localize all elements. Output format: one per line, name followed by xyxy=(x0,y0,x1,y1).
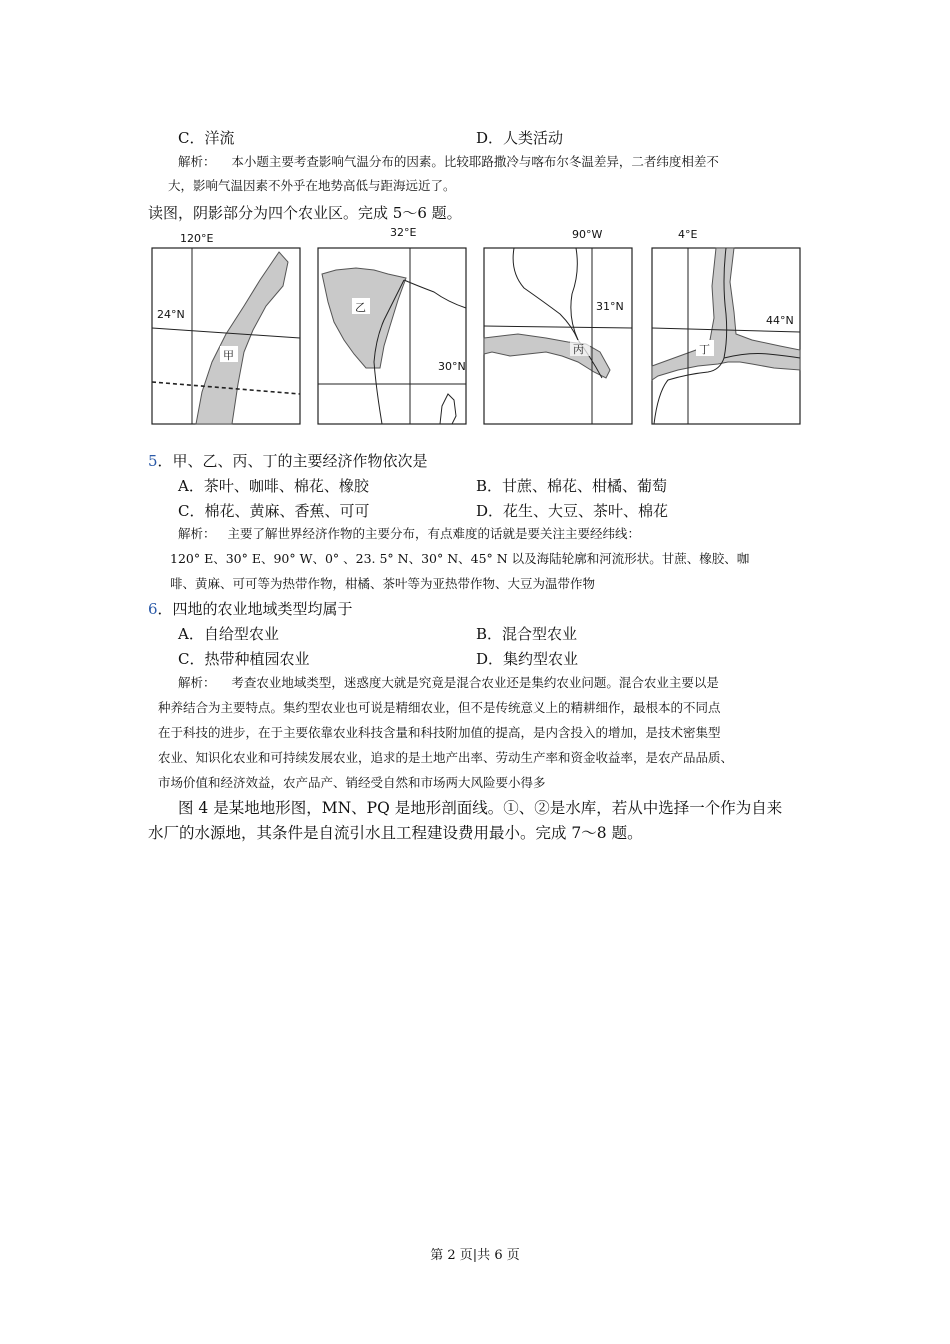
map-yi-latitude: 30°N xyxy=(438,360,466,373)
q5-option-b: B．甘蔗、棉花、柑橘、葡萄 xyxy=(476,477,668,495)
map-bing-latitude: 31°N xyxy=(596,300,624,313)
map-ding-latitude: 44°N xyxy=(766,314,794,327)
q6-option-d: D．集约型农业 xyxy=(476,650,579,668)
q4-option-c: C．洋流 xyxy=(178,129,235,147)
map-yi-longitude: 32°E xyxy=(390,226,417,239)
q6-option-a: A．自给型农业 xyxy=(178,625,279,643)
region-yi-label: 乙 xyxy=(355,301,366,314)
q6-option-b: B．混合型农业 xyxy=(476,625,578,643)
page-footer: 第 2 页|共 6 页 xyxy=(430,1248,520,1263)
region-bing-label: 丙 xyxy=(573,343,584,356)
map-jia xyxy=(152,232,300,424)
analysis-label: 解析： xyxy=(178,675,216,690)
q5-stem xyxy=(148,450,428,472)
q4-analysis-line1 xyxy=(178,150,719,174)
map-yi xyxy=(318,226,466,424)
q6-stem-text: ．四地的农业地域类型均属于 xyxy=(157,600,353,618)
q5-option-c: C．棉花、黄麻、香蕉、可可 xyxy=(178,502,370,520)
intro-q5-6: 读图，阴影部分为四个农业区。完成 5～6 题。 xyxy=(148,204,462,222)
q6-analysis-line3: 在于科技的进步，在于主要依靠农业科技含量和科技附加值的提高，是内含投入的增加，是技术密集型 xyxy=(158,725,721,740)
region-ding-label: 丁 xyxy=(699,343,710,356)
map-jia-latitude: 24°N xyxy=(157,308,185,321)
agriculture-maps-figure xyxy=(148,222,808,428)
q4-analysis-line2: 大，影响气温因素不外乎在地势高低与距海远近了。 xyxy=(168,178,456,193)
q6-number: 6 xyxy=(148,600,158,618)
q5-analysis-line2: 120° E、30° E、90° W、0° 、23. 5° N、30° N、45° N 以及海陆轮廓和河流形状。甘蔗、橡胶、咖 xyxy=(170,551,750,566)
map-ding-longitude: 4°E xyxy=(678,228,698,241)
q5-stem-text: ．甲、乙、丙、丁的主要经济作物依次是 xyxy=(157,452,428,470)
map-jia-longitude: 120°E xyxy=(180,232,214,245)
q6-option-c: C．热带种植园农业 xyxy=(178,650,310,668)
q6-analysis-line1 xyxy=(178,671,719,695)
map-bing-longitude: 90°W xyxy=(572,228,603,241)
q6-analysis-line2: 种养结合为主要特点。集约型农业也可说是精细农业，但不是传统意义上的精耕细作，最根本的不同点 xyxy=(158,700,721,715)
analysis-text: 本小题主要考查影响气温分布的因素。比较耶路撒冷与喀布尔冬温差异，二者纬度相差不 xyxy=(231,154,719,169)
analysis-label: 解析： xyxy=(178,154,216,169)
region-jia-label: 甲 xyxy=(223,349,234,362)
q5-option-a: A．茶叶、咖啡、棉花、橡胶 xyxy=(178,477,369,495)
map-ding xyxy=(652,228,800,424)
q5-analysis-line1 xyxy=(178,522,640,546)
q4-option-d: D．人类活动 xyxy=(476,129,564,147)
analysis-text: 考查农业地域类型，迷惑度大就是究竟是混合农业还是集约农业问题。混合农业主要以是 xyxy=(231,675,719,690)
q5-option-d: D．花生、大豆、茶叶、棉花 xyxy=(476,502,669,520)
intro-q7-8-line1: 图 4 是某地地形图，MN、PQ 是地形剖面线。①、②是水库，若从中选择一个作为自来 xyxy=(178,799,783,817)
q6-analysis-line5: 市场价值和经济效益，农产品产、销经受自然和市场两大风险要小得多 xyxy=(158,775,546,790)
map-bing xyxy=(484,228,632,424)
q6-stem xyxy=(148,598,353,620)
q5-number: 5 xyxy=(148,452,158,470)
q6-analysis-line4: 农业、知识化农业和可持续发展农业，追求的是土地产出率、劳动生产率和资金收益率，是农产品品质、 xyxy=(158,750,734,765)
analysis-text: 主要了解世界经济作物的主要分布，有点难度的话就是要关注主要经纬线： xyxy=(227,526,640,541)
q5-analysis-line3: 啡、黄麻、可可等为热带作物，柑橘、茶叶等为亚热带作物、大豆为温带作物 xyxy=(170,576,596,591)
intro-q7-8-line2: 水厂的水源地，其条件是自流引水且工程建设费用最小。完成 7～8 题。 xyxy=(148,824,643,842)
analysis-label: 解析： xyxy=(178,526,216,541)
